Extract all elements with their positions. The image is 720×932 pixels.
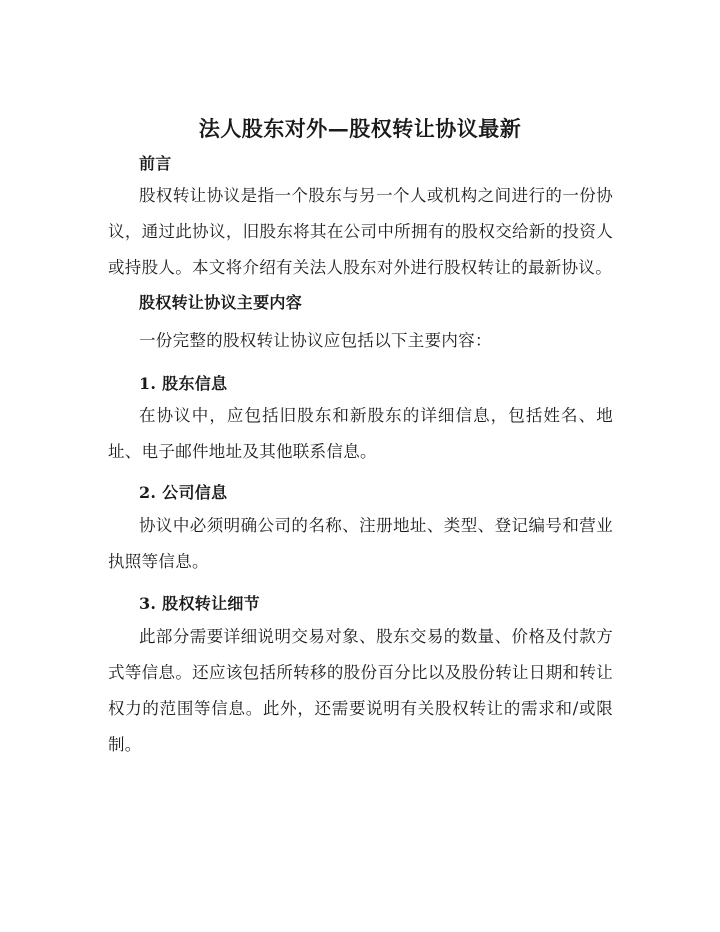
section-paragraph-company-info: 协议中必须明确公司的名称、注册地址、类型、登记编号和营业执照等信息。 <box>108 516 613 571</box>
document-title: 法人股东对外—股权转让协议最新 <box>198 116 522 141</box>
section-heading-company-info: 2. 公司信息 <box>139 483 228 502</box>
section-heading-transfer-details: 3. 股权转让细节 <box>139 594 260 613</box>
section-heading-preface: 前言 <box>139 154 172 173</box>
section-paragraph-preface: 股权转让协议是指一个股东与另一个人或机构之间进行的一份协议，通过此协议，旧股东将其在公司中所拥有的股权交给新的投资人或持股人。本文将介绍有关法人股东对外进行股权转让的最新协议。 <box>108 186 613 277</box>
section-paragraph-shareholder-info: 在协议中，应包括旧股东和新股东的详细信息，包括姓名、地址、电子邮件地址及其他联系信息。 <box>108 406 613 461</box>
section-heading-main-content: 股权转让协议主要内容 <box>139 293 303 312</box>
section-paragraph-transfer-details: 此部分需要详细说明交易对象、股东交易的数量、价格及付款方式等信息。还应该包括所转移的股份百分比以及股份转让日期和转让权力的范围等信息。此外，还需要说明有关股权转让的需求和/或限制。 <box>108 627 613 754</box>
section-heading-shareholder-info: 1. 股东信息 <box>139 374 228 393</box>
section-paragraph-main-content: 一份完整的股权转让协议应包括以下主要内容： <box>139 331 492 350</box>
